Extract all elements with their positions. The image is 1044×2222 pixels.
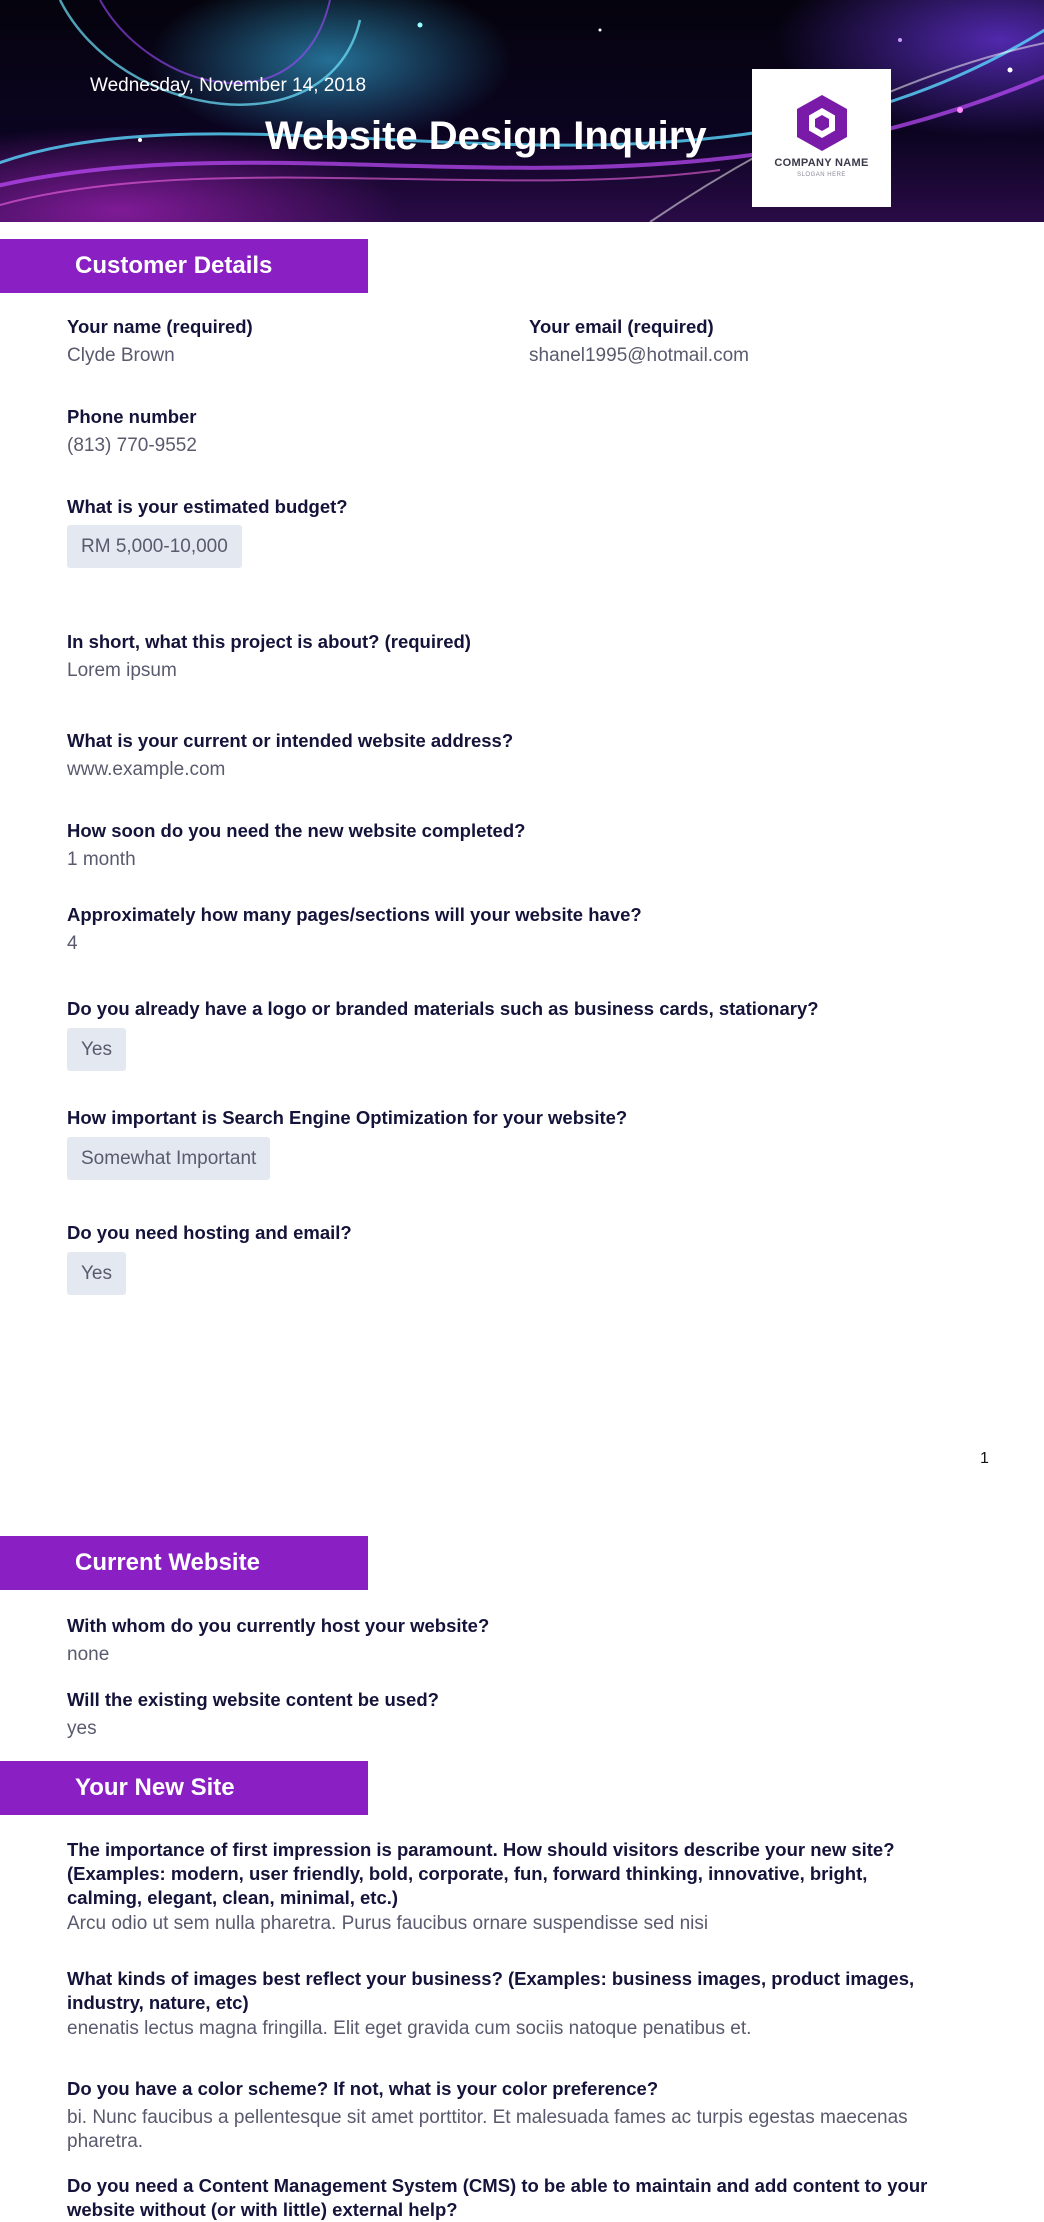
header-banner bbox=[0, 0, 1044, 222]
page-number: 1 bbox=[980, 1450, 989, 1467]
hosting-value: Yes bbox=[67, 1252, 126, 1295]
section-customer-details: Customer Details bbox=[0, 239, 368, 293]
impression-label: The importance of first impression is paramount. How should visitors describe your new site? (Examples: modern, user friendly, bold, corporate, fun, forward thinking, innovative, bright, calming, elegant, clean, minimal, etc.) bbox=[67, 1839, 895, 1908]
color-value: bi. Nunc faucibus a pellentesque sit amet porttitor. Et malesuada fames ac turpis egestas maecenas pharetra. bbox=[67, 2107, 908, 2152]
company-name: COMPANY NAME bbox=[774, 157, 869, 169]
content-value: yes bbox=[67, 1718, 97, 1739]
page-title: Website Design Inquiry bbox=[265, 114, 707, 158]
section-current-website: Current Website bbox=[0, 1536, 368, 1590]
images-label: What kinds of images best reflect your business? (Examples: business images, product images, industry, nature, etc) bbox=[67, 1968, 915, 2013]
hosting-label: Do you need hosting and email? bbox=[67, 1222, 352, 1243]
address-label: What is your current or intended website address? bbox=[67, 730, 514, 751]
phone-value: (813) 770-9552 bbox=[67, 435, 197, 456]
images-value: enenatis lectus magna fringilla. Elit eget gravida cum sociis natoque penatibus et. bbox=[67, 2018, 752, 2039]
company-logo bbox=[752, 69, 891, 207]
content-label: Will the existing website content be used? bbox=[67, 1689, 439, 1710]
phone-label: Phone number bbox=[67, 406, 197, 427]
seo-label: How important is Search Engine Optimization for your website? bbox=[67, 1107, 628, 1128]
logo-question-value: Yes bbox=[67, 1028, 126, 1071]
section-new-site: Your New Site bbox=[0, 1761, 368, 1815]
budget-value: RM 5,000-10,000 bbox=[67, 525, 242, 568]
host-label: With whom do you currently host your website? bbox=[67, 1615, 490, 1636]
email-value: shanel1995@hotmail.com bbox=[529, 345, 749, 366]
company-slogan: SLOGAN HERE bbox=[797, 172, 846, 178]
host-value: none bbox=[67, 1644, 110, 1665]
project-value: Lorem ipsum bbox=[67, 660, 177, 681]
timeline-label: How soon do you need the new website completed? bbox=[67, 820, 526, 841]
impression-value: Arcu odio ut sem nulla pharetra. Purus faucibus ornare suspendisse sed nisi bbox=[67, 1913, 709, 1934]
budget-label: What is your estimated budget? bbox=[67, 496, 348, 517]
project-label: In short, what this project is about? (required) bbox=[67, 631, 471, 652]
hexagon-logo-icon bbox=[794, 93, 850, 153]
header-date: Wednesday, November 14, 2018 bbox=[90, 75, 367, 96]
color-label: Do you have a color scheme? If not, what is your color preference? bbox=[67, 2078, 659, 2099]
pages-value: 4 bbox=[67, 933, 78, 954]
address-value: www.example.com bbox=[67, 759, 226, 780]
timeline-value: 1 month bbox=[67, 849, 136, 870]
cms-label: Do you need a Content Management System (CMS) to be able to maintain and add content to your website without (or with little) external help? bbox=[67, 2175, 928, 2220]
name-label: Your name (required) bbox=[67, 316, 253, 337]
name-value: Clyde Brown bbox=[67, 345, 175, 366]
seo-value: Somewhat Important bbox=[67, 1137, 270, 1180]
pages-label: Approximately how many pages/sections will your website have? bbox=[67, 904, 642, 925]
email-label: Your email (required) bbox=[529, 316, 714, 337]
logo-question-label: Do you already have a logo or branded materials such as business cards, stationary? bbox=[67, 998, 819, 1019]
